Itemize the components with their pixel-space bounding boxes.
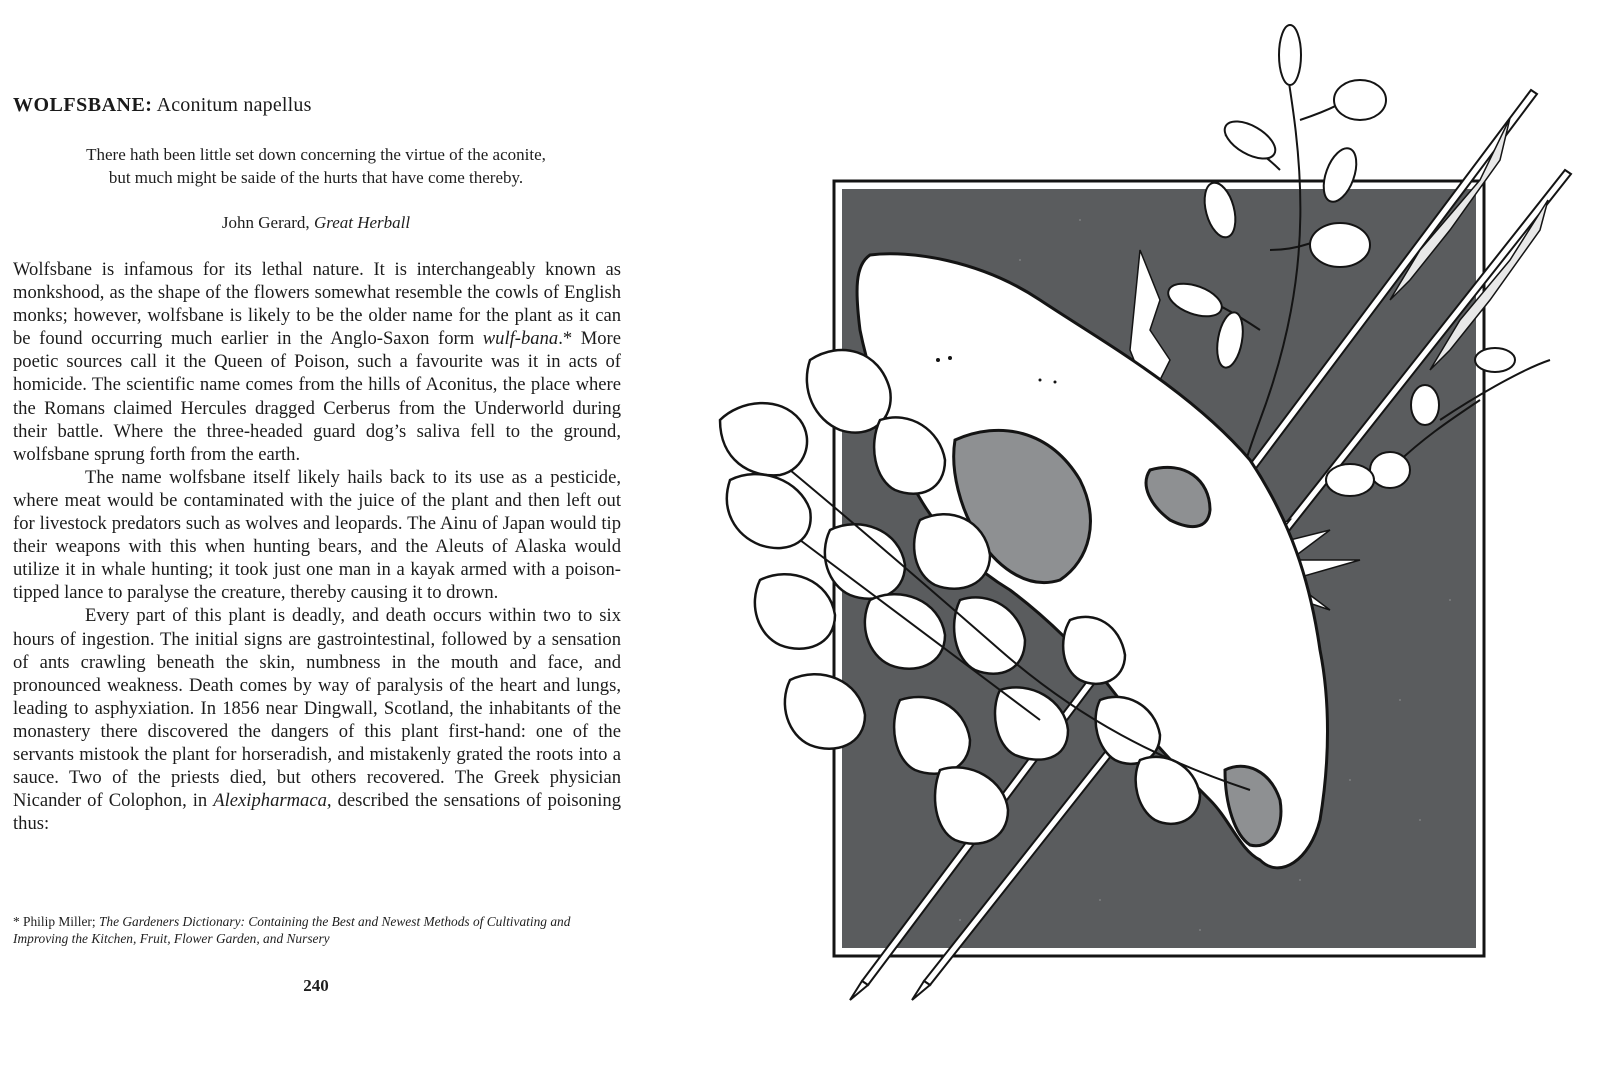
paragraph-3: [13, 604, 621, 835]
footnote: [13, 913, 625, 947]
footnote-author: * Philip Miller;: [13, 914, 96, 929]
entry-heading: [13, 94, 312, 117]
body-text: [13, 258, 621, 835]
epigraph-line: but much might be saide of the hurts that have come thereby.: [108, 168, 524, 187]
paragraph-text: .* More poetic sources call it the Queen of Poison, such a favourite was it in acts of homicide. The scientific name comes from the hills of Aconitus, the place where the Romans claimed Hercules dragged Cerberus from the Underworld during their battle. Where the three-headed guard dog’s saliva fell to the ground, wolfsbane sprung forth from the earth.: [13, 328, 622, 465]
paragraph-text: described the sensations of poisoning thus:: [13, 790, 621, 835]
attribution-author: John Gerard,: [221, 213, 310, 232]
paragraph-2: The name wolfsbane itself likely hails back to its use as a pesticide, where meat would be contaminated with the juice of the plant and then left out for livestock predators such as wolves and leopards. The Ainu of Japan would tip their weapons with this when hunting bears, and the Aleuts of Alaska would utilize it in whale hunting; it took just one man in a kayak armed with a poison-tipped lance to paralyse the creature, thereby causing it to drown.: [13, 466, 621, 604]
epigraph-line: There hath been little set down concerning the virtue of the aconite,: [86, 145, 546, 164]
page-number: 240: [303, 976, 329, 995]
paragraph-text: Every part of this plant is deadly, and death occurs within two to six hours of ingestion. The initial signs are gastrointestinal, followed by a sensation of ants crawling beneath the skin, numbness in the mouth and face, and pronounced weakness. Death comes by way of paralysis of the heart and lungs, leading to asphyxiation. In 1856 near Dingwall, Scotland, the inhabitants of the monastery there discovered the dangers of this plant first-hand: one of the servants mistook the plant for horseradish, and mistakenly grated the roots into a sauce. Two of the priests died, but others recovered. The Greek physician Nicander of Colophon, in: [13, 605, 621, 812]
footnote-title: The Gardeners Dictionary: Containing the Best and Newest Methods of Cultivating and Improving the Kitchen, Fruit, Flower Garden, and Nursery: [13, 914, 571, 946]
paragraph-1: [13, 258, 621, 466]
wolf-skull-illustration: [700, 0, 1598, 1063]
epigraph-quote: [0, 143, 632, 189]
italic-term: wulf-bana: [482, 328, 559, 350]
attribution-work: Great Herball: [313, 213, 411, 232]
italic-term: Alexipharmaca,: [213, 790, 332, 812]
latin-name: Aconitum napellus: [156, 94, 312, 116]
common-name: WOLFSBANE:: [13, 94, 153, 116]
paragraph-text: Wolfsbane is infamous for its lethal nature. It is interchangeably known as monkshood, as the shape of the flowers somewhat resemble the cowls of English monks; however, wolfsbane is likely to be the older name for the plant as it can be found occurring much earlier in the Anglo-Saxon form: [13, 259, 621, 350]
epigraph-attribution: [0, 213, 632, 233]
left-page: [0, 0, 660, 1063]
